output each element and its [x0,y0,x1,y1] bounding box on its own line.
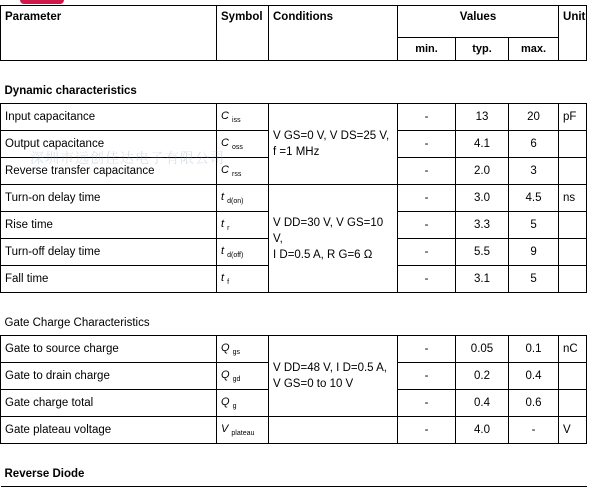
symbol-tf: t $_f$ [217,266,269,293]
max-tdon: 4.5 [509,185,559,212]
typ-qgs: 0.05 [456,336,509,363]
unit-tdoff [559,239,587,266]
unit-crss [559,158,587,185]
unit-tr [559,212,587,239]
param-tr: Rise time [1,212,217,239]
typ-coss: 4.1 [456,131,509,158]
header-symbol: Symbol [217,6,269,61]
param-qg: Gate charge total [1,390,217,417]
min-qgs: - [398,336,456,363]
max-coss: 6 [509,131,559,158]
header-parameter: Parameter [1,6,217,61]
unit-ciss: pF [559,104,587,131]
typ-qg: 0.4 [456,390,509,417]
min-tdon: - [398,185,456,212]
header-typ: typ. [456,38,509,61]
min-tdoff: - [398,239,456,266]
param-vplateau: Gate plateau voltage [1,417,217,444]
table-row [1,185,587,212]
min-ciss: - [398,104,456,131]
min-qg: - [398,390,456,417]
top-bar [0,0,602,4]
max-tdoff: 9 [509,239,559,266]
unit-vplateau: V [559,417,587,444]
typ-tdon: 3.0 [456,185,509,212]
symbol-crss: C $_{rss}$ [217,158,269,185]
unit-tf [559,266,587,293]
unit-coss [559,131,587,158]
typ-tdoff: 5.5 [456,239,509,266]
param-coss: Output capacitance [1,131,217,158]
section-dynamic [1,61,587,104]
param-tdoff: Turn-off delay time [1,239,217,266]
symbol-vplateau: V $_{plateau}$ [217,417,269,444]
symbol-tdoff: t $_{d(off)}$ [217,239,269,266]
conditions-capacitance: V GS=0 V, V DS=25 V, f =1 MHz [269,104,398,185]
symbol-qgs: Q $_{gs}$ [217,336,269,363]
unit-qgs: nC [559,336,587,363]
max-tr: 5 [509,212,559,239]
typ-tr: 3.3 [456,212,509,239]
section-dynamic-title: Dynamic characteristics [1,61,587,104]
typ-tf: 3.1 [456,266,509,293]
truncated-row [1,487,587,495]
section-gate-charge-title: Gate Charge Characteristics [1,293,587,336]
table-row [1,336,587,363]
typ-qgd: 0.2 [456,363,509,390]
section-reverse-diode-title: Reverse Diode [1,444,587,487]
symbol-tdon: t $_{d(on)}$ [217,185,269,212]
conditions-vplateau [269,417,398,444]
min-tr: - [398,212,456,239]
min-tf: - [398,266,456,293]
section-reverse-diode [1,444,587,487]
param-qgd: Gate to drain charge [1,363,217,390]
min-qgd: - [398,363,456,390]
header-unit: Unit [559,6,587,61]
header-max: max. [509,38,559,61]
symbol-coss: C $_{oss}$ [217,131,269,158]
param-ciss: Input capacitance [1,104,217,131]
conditions-gate-charge: V DD=48 V, I D=0.5 A, V GS=0 to 10 V [269,336,398,417]
conditions-switching: V DD=30 V, V GS=10 V, I D=0.5 A, R G=6 Ω [269,185,398,293]
min-vplateau: - [398,417,456,444]
unit-tdon: ns [559,185,587,212]
brand-accent [20,0,64,4]
watermark-text: 深圳市远创佳达电子有限公司 [30,148,225,168]
header-min: min. [398,38,456,61]
section-gate-charge [1,293,587,336]
unit-qgd [559,363,587,390]
max-qgs: 0.1 [509,336,559,363]
param-qgs: Gate to source charge [1,336,217,363]
param-tdon: Turn-on delay time [1,185,217,212]
max-tf: 5 [509,266,559,293]
symbol-qgd: Q $_{gd}$ [217,363,269,390]
symbol-qg: Q $_g$ [217,390,269,417]
typ-crss: 2.0 [456,158,509,185]
max-crss: 3 [509,158,559,185]
symbol-ciss: C $_{iss}$ [217,104,269,131]
typ-vplateau: 4.0 [456,417,509,444]
unit-qg [559,390,587,417]
param-crss: Reverse transfer capacitance [1,158,217,185]
symbol-tr: t $_r$ [217,212,269,239]
max-vplateau: - [509,417,559,444]
table-row [1,104,587,131]
max-qg: 0.6 [509,390,559,417]
max-qgd: 0.4 [509,363,559,390]
header-conditions: Conditions [269,6,398,61]
min-coss: - [398,131,456,158]
typ-ciss: 13 [456,104,509,131]
header-values: Values [398,6,559,38]
param-tf: Fall time [1,266,217,293]
spec-table [0,5,587,495]
max-ciss: 20 [509,104,559,131]
min-crss: - [398,158,456,185]
table-row [1,417,587,444]
header-row [1,6,587,38]
